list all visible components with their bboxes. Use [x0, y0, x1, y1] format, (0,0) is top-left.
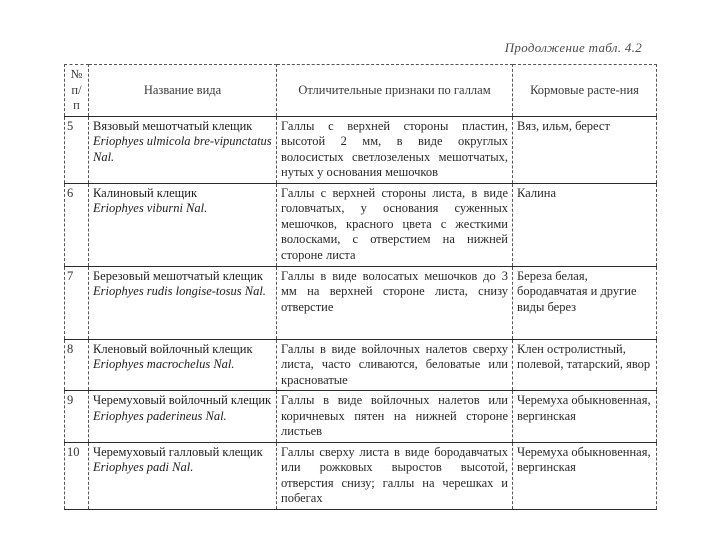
species-name-cell — [89, 183, 277, 266]
table-caption: Продолжение табл. 4.2 — [504, 40, 642, 55]
species-name-russian: Черемуховый войлочный клещик — [93, 393, 272, 407]
gall-signs-cell: Галлы с верхней стороны пластин, высотой 2 мм, в виде округлых волосистых светлозеленых мешотчатых, нутых у основания мешочков — [277, 116, 513, 183]
species-name-russian: Вязовый мешотчатый клещик — [93, 118, 253, 133]
species-name-cell — [89, 442, 277, 509]
header-number: № п/п — [65, 65, 89, 117]
table-row — [65, 339, 657, 391]
row-number: 10 — [65, 442, 89, 509]
food-plants-cell: Черемуха обыкновенная, вергинская — [513, 391, 657, 443]
species-name-latin: Eriophyes rudis longise-tosus Nal. — [93, 284, 266, 298]
species-name-latin: Eriophyes ulmicola bre-vipunctatus Nal. — [93, 134, 272, 164]
gall-signs-cell: Галлы в виде войлочных налетов или коричневых пятен на нижней стороне листьев — [277, 391, 513, 443]
species-name-cell — [89, 391, 277, 443]
species-name-cell — [89, 339, 277, 391]
food-plants-cell: Вяз, ильм, берест — [513, 116, 657, 183]
species-name-cell — [89, 266, 277, 339]
header-gall-signs: Отличительные признаки по галлам — [277, 65, 513, 117]
row-number: 5 — [65, 116, 89, 183]
table-row — [65, 183, 657, 266]
row-number: 6 — [65, 183, 89, 266]
food-plants-cell: Калина — [513, 183, 657, 266]
species-name-russian: Калиновый клещик — [93, 185, 198, 200]
species-name-latin: Eriophyes macrochelus Nal. — [93, 357, 235, 371]
table-row — [65, 442, 657, 509]
header-food-plants: Кормовые расте-ния — [513, 65, 657, 117]
table-row — [65, 116, 657, 183]
species-name-cell — [89, 116, 277, 183]
table-row — [65, 391, 657, 443]
gall-signs-cell: Галлы в виде войлочных налетов сверху листа, часто сливаются, беловатые или красноватые — [277, 339, 513, 391]
species-name-latin: Eriophyes padi Nal. — [93, 460, 194, 474]
food-plants-cell: Клен остролистный, полевой, татарский, явор — [513, 339, 657, 391]
species-name-latin: Eriophyes paderineus Nal. — [93, 408, 227, 423]
species-table — [64, 64, 657, 510]
species-name-russian: Черемуховый галловый клещик — [93, 444, 263, 459]
food-plants-cell: Черемуха обыкновенная, вергинская — [513, 442, 657, 509]
gall-signs-cell: Галлы в виде волосатых мешочков до 3 мм на верхней стороне листа, снизу отверстие — [277, 266, 513, 339]
header-species-name: Название вида — [89, 65, 277, 117]
row-number: 9 — [65, 391, 89, 443]
row-number: 8 — [65, 339, 89, 391]
food-plants-cell: Береза белая, бородавчатая и другие виды берез — [513, 266, 657, 339]
row-number: 7 — [65, 266, 89, 339]
species-name-latin: Eriophyes viburni Nal. — [93, 201, 208, 215]
table-header-row — [65, 65, 657, 117]
species-name-russian: Березовый мешотчатый клещик — [93, 268, 263, 283]
gall-signs-cell: Галлы с верхней стороны листа, в виде головчатых, у основания суженных мешочков, красного цвета с жесткими волосками, с отверстием на нижней стороне листа — [277, 183, 513, 266]
gall-signs-cell: Галлы сверху листа в виде бородавчатых или рожковых выростов высотой, отверстия снизу; галлы на черешках и побегах — [277, 442, 513, 509]
species-name-russian: Кленовый войлочный клещик — [93, 341, 253, 356]
table-row — [65, 266, 657, 339]
